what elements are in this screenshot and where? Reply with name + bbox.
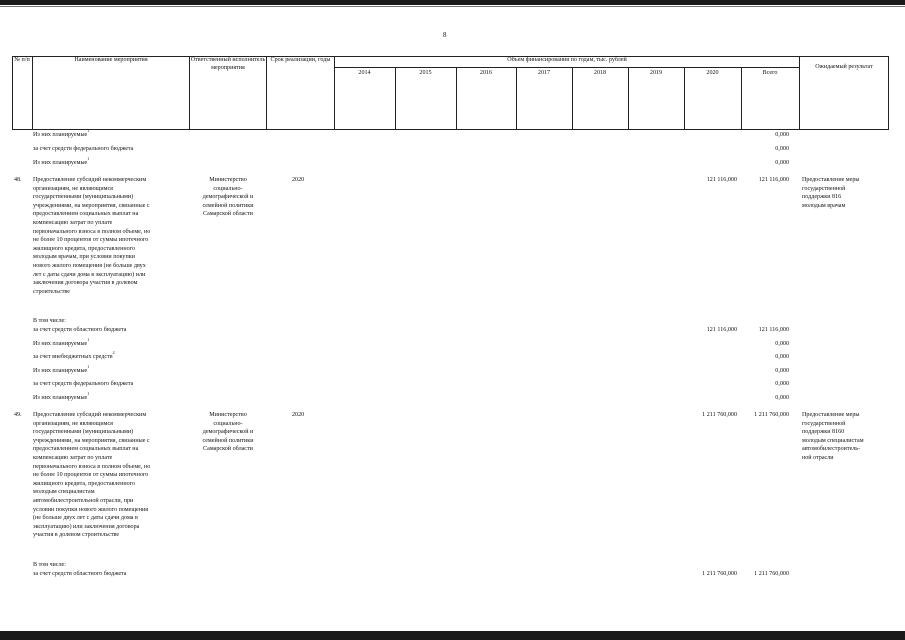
year-header: 2019 <box>649 70 663 76</box>
executor-line: демографической и <box>202 194 254 201</box>
funding-source-label: за счет средств федерального бюджета <box>33 381 134 388</box>
funding-source-label: за счет средств федерального бюджета <box>33 146 134 152</box>
year-2020-value: 1 211 760,000 <box>702 412 737 418</box>
item-name-line: компенсацию затрат по уплате <box>33 455 113 461</box>
expected-result-line: поддержки 816 <box>802 194 842 201</box>
column-divider <box>266 56 267 130</box>
year-header: 2020 <box>706 70 719 76</box>
including-label: В том числе: <box>33 562 66 568</box>
total-value: 1 211 760,000 <box>754 571 789 577</box>
header-result: Ожидаемый результат <box>815 64 873 70</box>
column-divider <box>888 56 889 130</box>
item-name-line: молодым специалистам <box>33 489 95 496</box>
column-divider <box>32 56 33 130</box>
item-name-line: Предоставление субсидий некоммерческим <box>33 412 147 418</box>
scan-top-border-thin <box>0 6 905 7</box>
year-header: 2015 <box>419 70 432 76</box>
expected-result-line: ной отрасли <box>802 455 834 461</box>
expected-result-line: Предоставление меры <box>802 412 860 418</box>
item-name-line: не более 10 процентов от суммы ипотечного <box>33 472 149 479</box>
item-name-line: эксплуатацию) или заключения договора <box>33 523 140 530</box>
item-name-line: организациям, не являющимся <box>33 420 113 427</box>
total-value: 0,000 <box>775 160 789 166</box>
year-2020-value: 1 211 760,000 <box>702 571 737 577</box>
expected-result-line: молодым врачам <box>802 202 846 209</box>
item-name-line: Предоставление субсидий некоммерческим <box>33 177 147 183</box>
executor-line: семейной политики <box>202 202 254 209</box>
including-label: В том числе: <box>33 318 66 325</box>
item-name-line: не более 10 процентов от суммы ипотечного <box>33 237 149 244</box>
header-executor: Ответственный исполнитель мероприятия <box>190 57 266 71</box>
expected-result-line: поддержки 8160 <box>802 429 845 436</box>
total-value: 0,000 <box>775 381 789 388</box>
item-name-line: молодым врачам, при условии покупки <box>33 254 135 261</box>
header-funding: Объем финансирования по годам, тыс. рублей <box>507 57 627 63</box>
header-name: Наименование мероприятия <box>74 57 148 63</box>
item-name-line: условии покупки нового жилого помещения <box>33 506 149 513</box>
scan-top-border <box>0 0 905 5</box>
column-divider <box>12 56 13 130</box>
total-value: 0,000 <box>775 340 789 347</box>
item-name-line: нового жилого помещения (не больше двух <box>33 263 146 269</box>
funding-source-label: Из них планируемые$^1$ <box>33 390 90 401</box>
executor-line: социально- <box>213 185 243 192</box>
period-value: 2020 <box>292 177 305 183</box>
item-name-line: государственными (муниципальными) <box>33 429 134 436</box>
expected-result-line: государственной <box>802 185 846 192</box>
item-name-line: учреждениями, на мероприятия, связанные с <box>33 202 150 209</box>
item-name-line: предоставлением социальных выплат на <box>33 446 139 453</box>
year-header: 2018 <box>593 70 607 76</box>
period-value: 2020 <box>292 412 305 418</box>
executor-line: Министерство <box>209 177 247 183</box>
header-period: Срок реализации, годы <box>270 57 331 63</box>
item-name-line: государственными (муниципальными) <box>33 194 134 201</box>
year-2020-value: 121 116,000 <box>706 177 737 183</box>
footnote-mark: 1 <box>87 156 90 161</box>
item-name-line: (не больше двух лет с даты сдачи дома в <box>33 515 138 522</box>
item-name-line: участия в долевом строительстве <box>33 532 120 539</box>
footnote-mark: 1 <box>87 390 90 396</box>
funding-source-label: Из них планируемые$^1$ <box>33 156 90 166</box>
total-header: Всего <box>762 70 778 76</box>
header-bottom-border <box>12 129 888 130</box>
expected-result-line: автомобилестроитель- <box>802 446 861 453</box>
total-value: 121 116,000 <box>758 327 789 334</box>
funding-source-label: Из них планируемые$^1$ <box>33 336 90 347</box>
item-name-line: предоставлением социальных выплат на <box>33 211 139 218</box>
item-number: 48. <box>14 177 22 183</box>
item-name-line: заключения договора участия в долевом <box>33 280 138 287</box>
executor-line: Самарской области <box>203 211 253 218</box>
total-value: 0,000 <box>775 132 789 138</box>
total-value: 1 211 760,000 <box>754 412 789 418</box>
year-header: 2014 <box>358 70 371 76</box>
item-name-line: организациям, не являющимся <box>33 185 113 192</box>
executor-line: социально- <box>213 420 243 427</box>
footnote-mark: 2 <box>112 350 115 356</box>
item-name-line: жилищного кредита, предоставленного <box>33 245 136 252</box>
item-name-line: строительстве <box>33 288 70 295</box>
item-name-line: учреждениями, на мероприятия, связанные с <box>33 437 150 444</box>
footnote-mark: 1 <box>87 363 90 369</box>
executor-line: Министерство <box>209 412 247 418</box>
expected-result-line: Предоставление меры <box>802 177 860 183</box>
item-name-line: лет с даты сдачи дома в эксплуатацию) или <box>33 271 146 278</box>
item-name-line: первоначального взноса в полном объеме, но <box>33 463 151 470</box>
expected-result-line: молодым специалистам <box>802 437 864 444</box>
total-value: 0,000 <box>775 367 789 374</box>
scan-bottom-border <box>0 631 905 640</box>
header-num: № п/п <box>14 57 30 63</box>
executor-line: семейной политики <box>202 437 254 444</box>
funding-subheader-border <box>334 67 799 68</box>
year-header: 2016 <box>479 70 493 76</box>
page-number: 8 <box>443 31 447 39</box>
item-name-line: автомобилестроительной отрасли, при <box>33 498 134 504</box>
executor-line: Самарской области <box>203 446 253 453</box>
funding-source-label: за счет средств областного бюджета <box>33 327 127 334</box>
item-name-line: компенсацию затрат по уплате <box>33 220 113 226</box>
item-number: 49. <box>14 412 22 418</box>
item-name-line: первоначального взноса в полном объеме, но <box>33 228 151 235</box>
funding-source-label: Из них планируемые$^1$ <box>33 363 90 374</box>
total-value: 0,000 <box>775 354 789 361</box>
total-value: 0,000 <box>775 394 789 401</box>
funding-source-label: Из них планируемые$^1$ <box>33 128 90 138</box>
expected-result-line: государственной <box>802 420 846 427</box>
funding-source-label: за счет средств областного бюджета <box>33 571 127 577</box>
footnote-mark: 1 <box>87 336 90 342</box>
year-header: 2017 <box>537 70 551 76</box>
footnote-mark: 1 <box>87 128 90 133</box>
total-value: 121 116,000 <box>758 177 789 183</box>
executor-line: демографической и <box>202 429 254 436</box>
year-2020-value: 121 116,000 <box>706 327 737 334</box>
item-name-line: жилищного кредита, предоставленного <box>33 480 136 487</box>
funding-source-label: за счет внебюджетных средств$^2$ <box>33 350 115 361</box>
total-value: 0,000 <box>775 146 789 152</box>
